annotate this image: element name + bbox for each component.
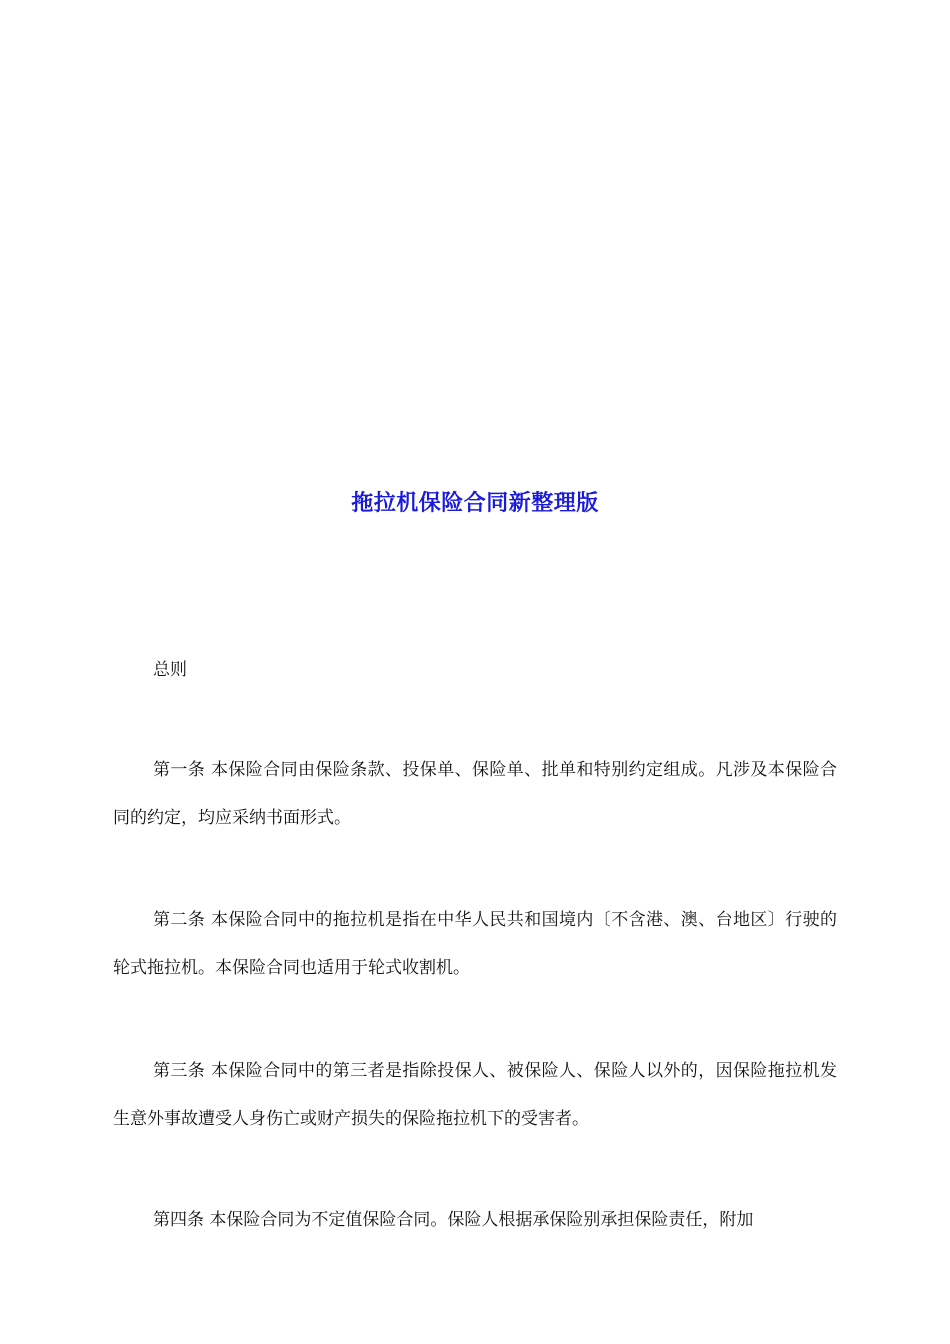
paragraph-article-3: 第三条 本保险合同中的第三者是指除投保人、被保险人、保险人以外的，因保险拖拉机发生意外事故遭受人身伤亡或财产损失的保险拖拉机下的受害者。 — [113, 1061, 837, 1129]
document-title: 拖拉机保险合同新整理版 — [351, 490, 599, 516]
paragraph-article-4: 第四条 本保险合同为不定值保险合同。保险人根据承保险别承担保险责任，附加 — [153, 1210, 754, 1230]
section-heading: 总则 — [153, 660, 187, 680]
paragraph-article-1: 第一条 本保险合同由保险条款、投保单、保险单、批单和特别约定组成。凡涉及本保险合同的约定，均应采纳书面形式。 — [113, 760, 837, 828]
paragraph-article-2: 第二条 本保险合同中的拖拉机是指在中华人民共和国境内〔不含港、澳、台地区〕行驶的轮式拖拉机。本保险合同也适用于轮式收割机。 — [113, 910, 837, 978]
